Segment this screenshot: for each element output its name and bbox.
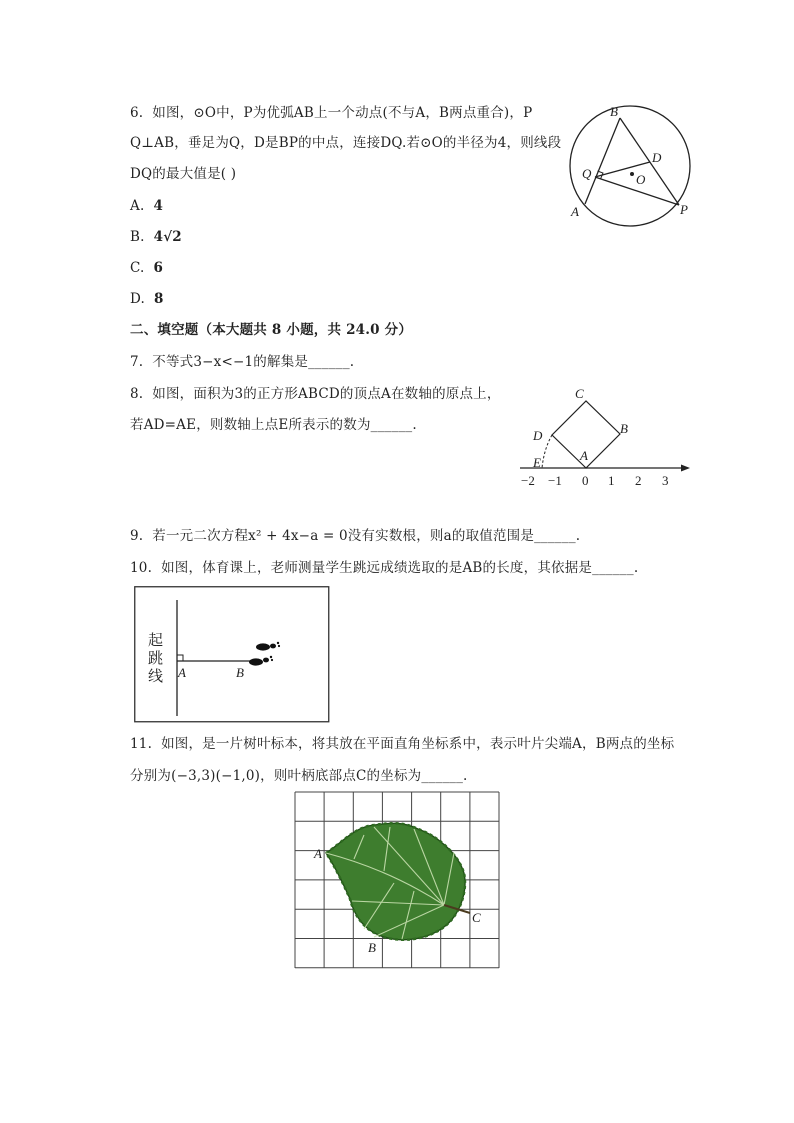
label-c: C (472, 910, 481, 925)
q8-text-line1: 如图，面积为3的正方形ABCD的顶点A在数轴的原点上， (152, 386, 501, 402)
option-label: D. (130, 291, 146, 307)
q7-number: 7. (130, 354, 144, 370)
q11-text-line2: 分别为(−3,3)(−1,0)，则叶柄底部点C的坐标为______. (130, 768, 468, 784)
option-label: B. (130, 229, 145, 245)
q10-number: 10. (130, 560, 153, 576)
q6-text-line1: 如图，⊙O中，P为优弧AB上一个动点(不与A，B两点重合)，P (152, 105, 533, 121)
option-label: C. (130, 260, 145, 276)
option-value: 8 (154, 291, 164, 307)
tick-label: 0 (582, 473, 589, 488)
label-a: A (571, 204, 579, 219)
q11-number: 11. (130, 736, 153, 752)
tick-label: 2 (635, 473, 642, 488)
right-angle-mark (177, 655, 183, 661)
tick-label: 3 (662, 473, 669, 488)
q9-number: 9. (130, 528, 144, 544)
leaf-icon (326, 823, 470, 940)
label-q: Q (582, 166, 592, 181)
q11-leaf-figure (294, 791, 500, 969)
q6-text-line3: DQ的最大值是( ) (130, 166, 237, 182)
q6-circle-figure (566, 100, 706, 240)
option-value: 6 (153, 260, 164, 276)
takeoff-label-char: 线 (148, 669, 164, 685)
q9-line (130, 527, 580, 545)
label-b: B (620, 421, 628, 436)
label-d: D (652, 150, 662, 165)
q7-line (130, 353, 354, 371)
label-p: P (680, 202, 688, 217)
label-d: D (533, 428, 543, 443)
tick-label: 1 (608, 473, 615, 488)
q6-number: 6. (130, 105, 144, 121)
q11-text-line1: 如图，是一片树叶标本，将其放在平面直角坐标系中，表示叶片尖端A，B两点的坐标 (161, 736, 675, 752)
q6-option-c[interactable] (130, 259, 163, 277)
option-value: 4 (153, 198, 164, 214)
footprints-icon (249, 642, 280, 666)
q8-number: 8. (130, 386, 144, 402)
q9-text: 若一元二次方程x² + 4x−a = 0没有实数根，则a的取值范围是______. (152, 528, 581, 544)
q11-line1 (130, 735, 674, 753)
option-value: 4√2 (153, 229, 182, 245)
q6-line1 (130, 104, 532, 122)
q8-line1 (130, 385, 501, 403)
label-b: B (610, 104, 618, 119)
axis-arrow-icon (681, 465, 690, 472)
q6-text-line2: Q⊥AB，垂足为Q，D是BP的中点，连接DQ.若⊙O的半径为4，则线段 (130, 135, 562, 151)
label-o: O (636, 172, 646, 187)
q7-text: 不等式3−x<−1的解集是______. (152, 354, 355, 370)
label-c: C (575, 386, 584, 401)
label-a: A (314, 846, 322, 861)
q8-text-line2: 若AD=AE，则数轴上点E所表示的数为______. (130, 417, 417, 433)
q6-option-a[interactable] (130, 197, 163, 215)
figure-frame (135, 587, 329, 722)
label-e: E (533, 455, 541, 470)
section-title: 二、填空题（本大题共 8 小题，共 24.0 分） (130, 322, 413, 338)
label-b: B (236, 665, 244, 680)
q8-square-figure (517, 385, 697, 488)
arc-de (542, 435, 552, 468)
takeoff-label-char: 跳 (148, 651, 164, 667)
label-a: A (580, 448, 588, 463)
takeoff-label-char: 起 (148, 633, 164, 649)
q10-longjump-figure (134, 586, 330, 724)
tick-label: −1 (548, 473, 562, 488)
q10-text: 如图，体育课上，老师测量学生跳远成绩选取的是AB的长度，其依据是______. (161, 560, 639, 576)
label-a: A (178, 665, 186, 680)
label-b: B (368, 940, 376, 955)
center-o-dot (630, 172, 634, 176)
q6-option-b[interactable] (130, 228, 182, 246)
option-label: A. (130, 198, 145, 214)
q10-line (130, 559, 638, 577)
segment-ab (585, 118, 620, 204)
q6-option-d[interactable] (130, 290, 164, 308)
tick-label: −2 (521, 473, 535, 488)
